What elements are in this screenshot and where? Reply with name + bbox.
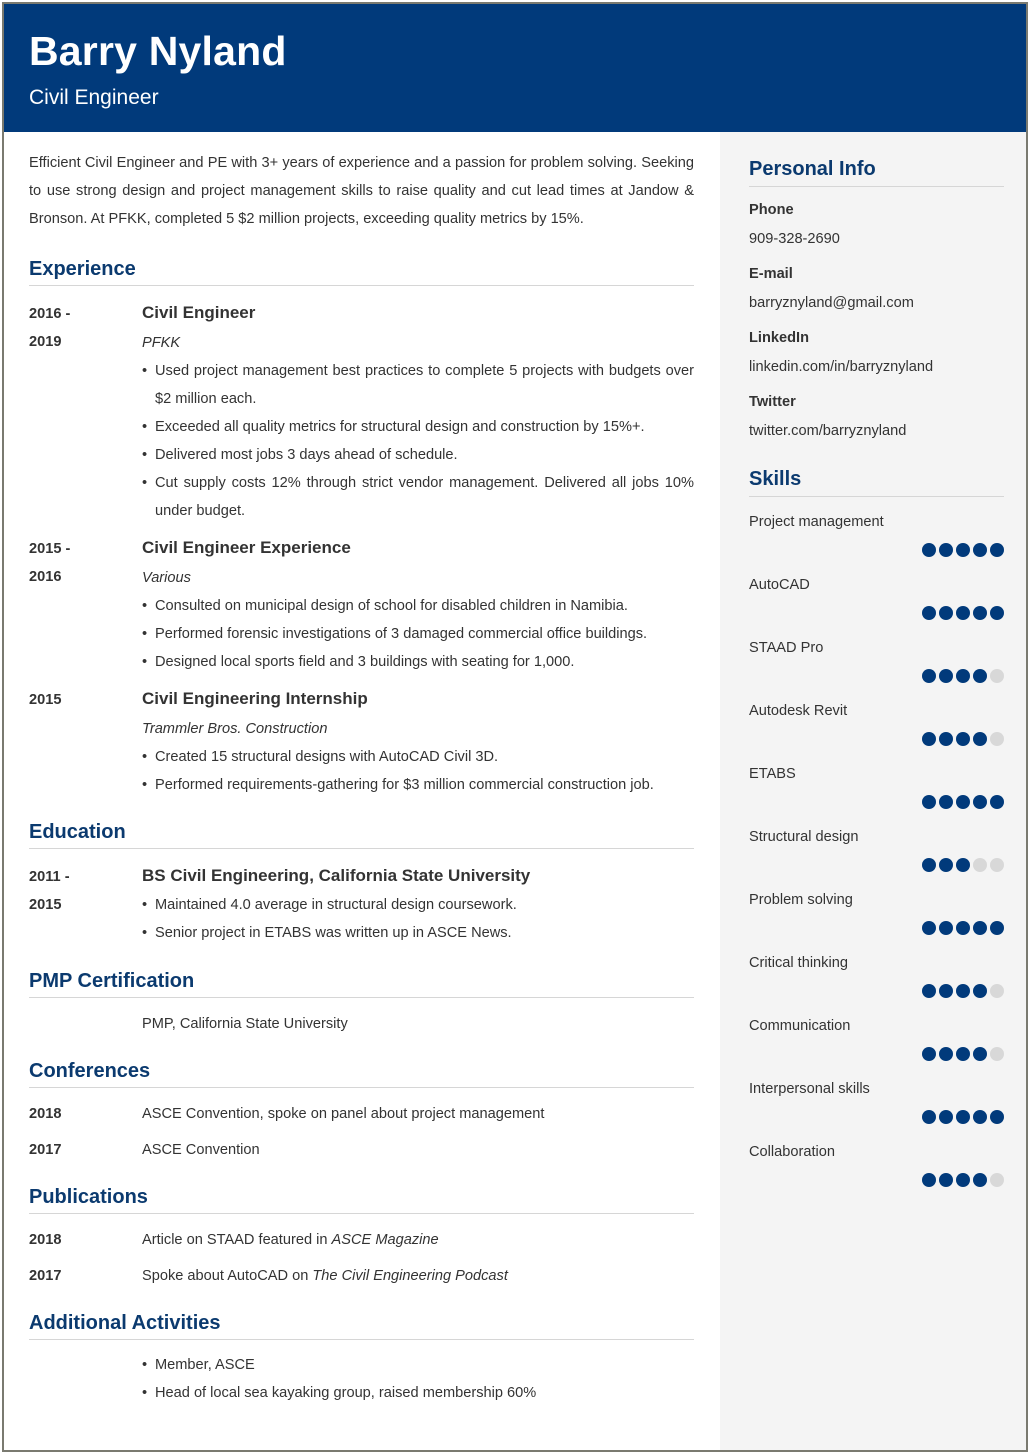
rating-dot-filled xyxy=(956,606,970,620)
rating-dot-filled xyxy=(990,1110,1004,1124)
publication-1-year: 2018 xyxy=(29,1232,62,1248)
rating-dot-filled xyxy=(922,1110,936,1124)
rating-dot-filled xyxy=(973,795,987,809)
education-date-start: 2011 - xyxy=(29,869,70,885)
rating-dot-filled xyxy=(973,921,987,935)
skill-rating xyxy=(920,732,1004,746)
list-item: • Used project management best practices to complete 5 projects with budgets over $2 million each. xyxy=(142,357,694,413)
rating-dot-filled xyxy=(990,921,1004,935)
education-degree: BS Civil Engineering, California State University xyxy=(142,866,531,885)
phone-value: 909-328-2690 xyxy=(749,231,840,247)
job-3-title: Civil Engineering Internship xyxy=(142,689,368,708)
skill-rating xyxy=(920,543,1004,557)
list-item: • Cut supply costs 12% through strict vendor management. Delivered all jobs 10% under budget. xyxy=(142,469,694,525)
publication-1-venue: ASCE Magazine xyxy=(331,1232,439,1248)
list-item: • Head of local sea kayaking group, raised membership 60% xyxy=(142,1379,694,1407)
publication-2-desc: Spoke about AutoCAD on xyxy=(142,1268,313,1284)
publication-2-year: 2017 xyxy=(29,1268,62,1284)
rating-dot-filled xyxy=(939,795,953,809)
list-item: • Performed requirements-gathering for $3 million commercial construction job. xyxy=(142,771,694,799)
list-item: • Consulted on municipal design of school for disabled children in Namibia. xyxy=(142,592,694,620)
rating-dot-filled xyxy=(922,1173,936,1187)
rating-dot-filled xyxy=(922,669,936,683)
linkedin-label: LinkedIn xyxy=(749,330,809,346)
rating-dot-filled xyxy=(939,921,953,935)
job-1-bullets xyxy=(142,357,694,525)
rating-dot-filled xyxy=(922,984,936,998)
activities-bullets xyxy=(142,1351,694,1407)
skill-rating xyxy=(920,1047,1004,1061)
skill-name: Autodesk Revit xyxy=(749,703,848,719)
job-2-bullets xyxy=(142,592,694,676)
job-2-title: Civil Engineer Experience xyxy=(142,538,351,557)
rating-dot-filled xyxy=(956,984,970,998)
skill-name: Communication xyxy=(749,1018,851,1034)
candidate-role: Civil Engineer xyxy=(29,86,159,109)
rating-dot-filled xyxy=(956,1047,970,1061)
rating-dot-filled xyxy=(990,543,1004,557)
summary-text: Efficient Civil Engineer and PE with 3+ years of experience and a passion for problem solving. Seeking to use strong design and project management skills to raise quality and cut lead times at Jandow & Bronson. At PFKK, completed 5 $2 million projects, exceeding quality metrics by 15%. xyxy=(29,155,694,227)
rating-dot-filled xyxy=(973,543,987,557)
rating-dot-empty xyxy=(990,732,1004,746)
rating-dot-filled xyxy=(939,1173,953,1187)
skill-name: AutoCAD xyxy=(749,577,810,593)
rating-dot-empty xyxy=(990,984,1004,998)
rating-dot-empty xyxy=(990,669,1004,683)
rating-dot-filled xyxy=(922,795,936,809)
certification-text: PMP, California State University xyxy=(142,1016,348,1032)
conference-2-year: 2017 xyxy=(29,1142,62,1158)
rating-dot-filled xyxy=(939,984,953,998)
rating-dot-filled xyxy=(973,732,987,746)
twitter-label: Twitter xyxy=(749,394,796,410)
job-2-company: Various xyxy=(142,570,191,586)
job-3-bullets xyxy=(142,743,694,799)
linkedin-value: linkedin.com/in/barryznyland xyxy=(749,359,934,375)
education-date-end: 2015 xyxy=(29,897,62,913)
conferences-heading: Conferences xyxy=(29,1060,694,1088)
education-heading: Education xyxy=(29,821,694,849)
publication-2-venue: The Civil Engineering Podcast xyxy=(312,1268,508,1284)
job-3-company: Trammler Bros. Construction xyxy=(142,721,328,737)
rating-dot-filled xyxy=(956,669,970,683)
conference-2-text: ASCE Convention xyxy=(142,1142,260,1158)
skill-rating xyxy=(920,1110,1004,1124)
rating-dot-empty xyxy=(990,1173,1004,1187)
job-1-title: Civil Engineer xyxy=(142,303,256,322)
publication-1-desc: Article on STAAD featured in xyxy=(142,1232,332,1248)
phone-label: Phone xyxy=(749,202,794,218)
skill-name: Problem solving xyxy=(749,892,853,908)
rating-dot-filled xyxy=(922,732,936,746)
rating-dot-filled xyxy=(922,921,936,935)
rating-dot-filled xyxy=(956,732,970,746)
skill-name: Critical thinking xyxy=(749,955,848,971)
personal-info-heading: Personal Info xyxy=(749,158,1004,187)
rating-dot-filled xyxy=(922,858,936,872)
twitter-value: twitter.com/barryznyland xyxy=(749,423,907,439)
activities-heading: Additional Activities xyxy=(29,1312,694,1340)
rating-dot-filled xyxy=(956,858,970,872)
rating-dot-filled xyxy=(922,1047,936,1061)
rating-dot-filled xyxy=(939,1047,953,1061)
resume-page xyxy=(2,2,1028,1452)
rating-dot-filled xyxy=(939,606,953,620)
rating-dot-filled xyxy=(973,1110,987,1124)
job-2-date-end: 2016 xyxy=(29,569,62,585)
skill-rating xyxy=(920,1173,1004,1187)
experience-heading: Experience xyxy=(29,258,694,286)
sidebar xyxy=(720,132,1026,1452)
job-1-company: PFKK xyxy=(142,335,181,351)
list-item: • Created 15 structural designs with AutoCAD Civil 3D. xyxy=(142,743,694,771)
publications-heading: Publications xyxy=(29,1186,694,1214)
list-item: • Senior project in ETABS was written up in ASCE News. xyxy=(142,919,694,947)
job-1-date-end: 2019 xyxy=(29,334,62,350)
skill-rating xyxy=(920,795,1004,809)
publication-2-text xyxy=(142,1268,508,1284)
skill-rating xyxy=(920,669,1004,683)
rating-dot-filled xyxy=(939,669,953,683)
job-3-date: 2015 xyxy=(29,692,62,708)
skill-name: Project management xyxy=(749,514,884,530)
skill-rating xyxy=(920,921,1004,935)
rating-dot-filled xyxy=(973,606,987,620)
rating-dot-filled xyxy=(939,858,953,872)
list-item: • Performed forensic investigations of 3 damaged commercial office buildings. xyxy=(142,620,694,648)
candidate-name: Barry Nyland xyxy=(29,28,287,74)
list-item: • Member, ASCE xyxy=(142,1351,694,1379)
conference-1-year: 2018 xyxy=(29,1106,62,1122)
resume-header xyxy=(4,4,1026,132)
rating-dot-filled xyxy=(922,606,936,620)
rating-dot-filled xyxy=(956,1173,970,1187)
rating-dot-filled xyxy=(973,1047,987,1061)
job-2-date-start: 2015 - xyxy=(29,541,71,557)
education-bullets xyxy=(142,891,694,947)
rating-dot-filled xyxy=(956,921,970,935)
list-item: • Delivered most jobs 3 days ahead of schedule. xyxy=(142,441,694,469)
skill-rating xyxy=(920,984,1004,998)
skills-heading: Skills xyxy=(749,468,1004,497)
rating-dot-filled xyxy=(956,795,970,809)
rating-dot-filled xyxy=(939,1110,953,1124)
rating-dot-filled xyxy=(973,984,987,998)
rating-dot-filled xyxy=(956,1110,970,1124)
rating-dot-empty xyxy=(973,858,987,872)
email-label: E-mail xyxy=(749,266,793,282)
rating-dot-empty xyxy=(990,1047,1004,1061)
certification-heading: PMP Certification xyxy=(29,970,694,998)
rating-dot-filled xyxy=(990,606,1004,620)
email-value: barryznyland@gmail.com xyxy=(749,295,914,311)
rating-dot-filled xyxy=(939,543,953,557)
skill-rating xyxy=(920,858,1004,872)
rating-dot-filled xyxy=(973,1173,987,1187)
skill-name: Structural design xyxy=(749,829,859,845)
skill-name: Interpersonal skills xyxy=(749,1081,870,1097)
job-1-date-start: 2016 - xyxy=(29,306,71,322)
rating-dot-filled xyxy=(990,795,1004,809)
skill-rating xyxy=(920,606,1004,620)
publication-1-text xyxy=(142,1232,439,1248)
skill-name: STAAD Pro xyxy=(749,640,824,656)
list-item: • Maintained 4.0 average in structural design coursework. xyxy=(142,891,694,919)
rating-dot-filled xyxy=(956,543,970,557)
rating-dot-filled xyxy=(939,732,953,746)
rating-dot-empty xyxy=(990,858,1004,872)
list-item: • Exceeded all quality metrics for structural design and construction by 15%+. xyxy=(142,413,694,441)
rating-dot-filled xyxy=(922,543,936,557)
conference-1-text: ASCE Convention, spoke on panel about project management xyxy=(142,1106,545,1122)
skill-name: Collaboration xyxy=(749,1144,835,1160)
skill-name: ETABS xyxy=(749,766,796,782)
list-item: • Designed local sports field and 3 buildings with seating for 1,000. xyxy=(142,648,694,676)
rating-dot-filled xyxy=(973,669,987,683)
